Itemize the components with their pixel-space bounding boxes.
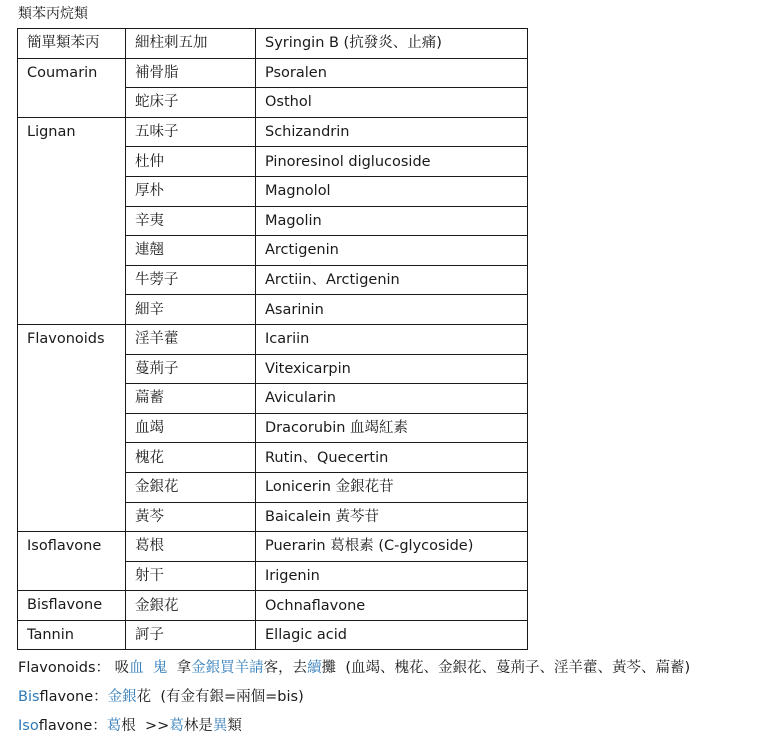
category-cell: Isoflavone [18,532,126,591]
compound-cell: Icariin [256,324,528,354]
note-highlight: 血 [129,660,144,676]
note-text: 攤 (血竭、槐花、金銀花、蔓荊子、淫羊藿、黃芩、萹蓄) [321,660,691,676]
compound-cell: Puerarin 葛根素 (C-glycoside) [256,532,528,562]
compound-cell: Syringin B (抗發炎、止痛) [256,29,528,59]
herb-cell: 厚朴 [126,176,256,206]
compound-cell: Irigenin [256,561,528,591]
category-cell: Coumarin [18,58,126,117]
note-highlight: Bis [18,689,40,705]
herb-cell: 槐花 [126,443,256,473]
note-line-flavonoids [18,654,690,683]
herb-cell: 細辛 [126,295,256,325]
category-cell: Tannin [18,620,126,650]
table-row [18,58,528,88]
table-row [18,620,528,650]
compound-cell: Rutin、Quecertin [256,443,528,473]
note-text: 類 [227,718,242,734]
table-row [18,117,528,147]
note-text: 花 (有金有銀=兩個=bis) [136,689,304,705]
herb-cell: 細柱刺五加 [126,29,256,59]
compound-cell: Asarinin [256,295,528,325]
herb-cell: 杜仲 [126,147,256,177]
note-text [144,660,153,676]
compound-cell: Baicalein 黃芩苷 [256,502,528,532]
mnemonic-notes [18,654,690,741]
note-highlight: 鬼 [152,660,168,676]
compound-cell: Psoralen [256,58,528,88]
herb-cell: 金銀花 [126,472,256,502]
note-line-isoflavone [18,712,690,741]
note-text: 林是 [183,718,213,734]
compound-cell: Ellagic acid [256,620,528,650]
herb-cell: 蔓荊子 [126,354,256,384]
compound-cell: Arctigenin [256,236,528,266]
herb-cell: 黃芩 [126,502,256,532]
table-row [18,532,528,562]
compound-cell: Dracorubin 血竭紅素 [256,413,528,443]
herb-cell: 五味子 [126,117,256,147]
herb-cell: 連翹 [126,236,256,266]
note-highlight: 續 [307,660,322,676]
compound-cell: Avicularin [256,384,528,414]
category-cell: Flavonoids [18,324,126,531]
category-cell: Bisflavone [18,591,126,621]
herb-cell: 辛夷 [126,206,256,236]
note-highlight: 異 [212,718,228,734]
herb-cell: 萹蓄 [126,384,256,414]
herb-cell: 血竭 [126,413,256,443]
compound-cell: Magnolol [256,176,528,206]
category-cell: 簡單類苯丙 [18,29,126,59]
note-text: flavone： [39,689,108,705]
herb-cell: 牛蒡子 [126,265,256,295]
herb-cell: 射干 [126,561,256,591]
phenylpropanoid-table [17,28,528,650]
note-highlight: 金銀買羊請 [191,660,264,676]
note-text: Flavonoids： 吸 [18,660,130,676]
compound-cell: Vitexicarpin [256,354,528,384]
note-text: 根 >> [121,718,170,734]
herb-cell: 淫羊藿 [126,324,256,354]
herb-cell: 葛根 [126,532,256,562]
compound-cell: Pinoresinol diglucoside [256,147,528,177]
note-highlight: Iso [18,718,39,734]
note-line-bisflavone [18,683,690,712]
herb-cell: 蛇床子 [126,88,256,118]
compound-cell: Magolin [256,206,528,236]
compound-cell: Osthol [256,88,528,118]
note-text: 客，去 [263,660,308,676]
note-text: 拿 [167,660,192,676]
herb-cell: 金銀花 [126,591,256,621]
herb-cell: 補骨脂 [126,58,256,88]
category-cell: Lignan [18,117,126,324]
table-row [18,29,528,59]
note-text: flavone： [38,718,107,734]
note-highlight: 葛 [106,718,122,734]
herb-cell: 訶子 [126,620,256,650]
note-highlight: 金銀 [107,689,137,705]
section-title: 類苯丙烷類 [18,6,88,22]
table-row [18,324,528,354]
compound-cell: Ochnaflavone [256,591,528,621]
table-row [18,591,528,621]
compound-cell: Lonicerin 金銀花苷 [256,472,528,502]
note-highlight: 葛 [169,718,184,734]
compound-cell: Arctiin、Arctigenin [256,265,528,295]
compound-cell: Schizandrin [256,117,528,147]
